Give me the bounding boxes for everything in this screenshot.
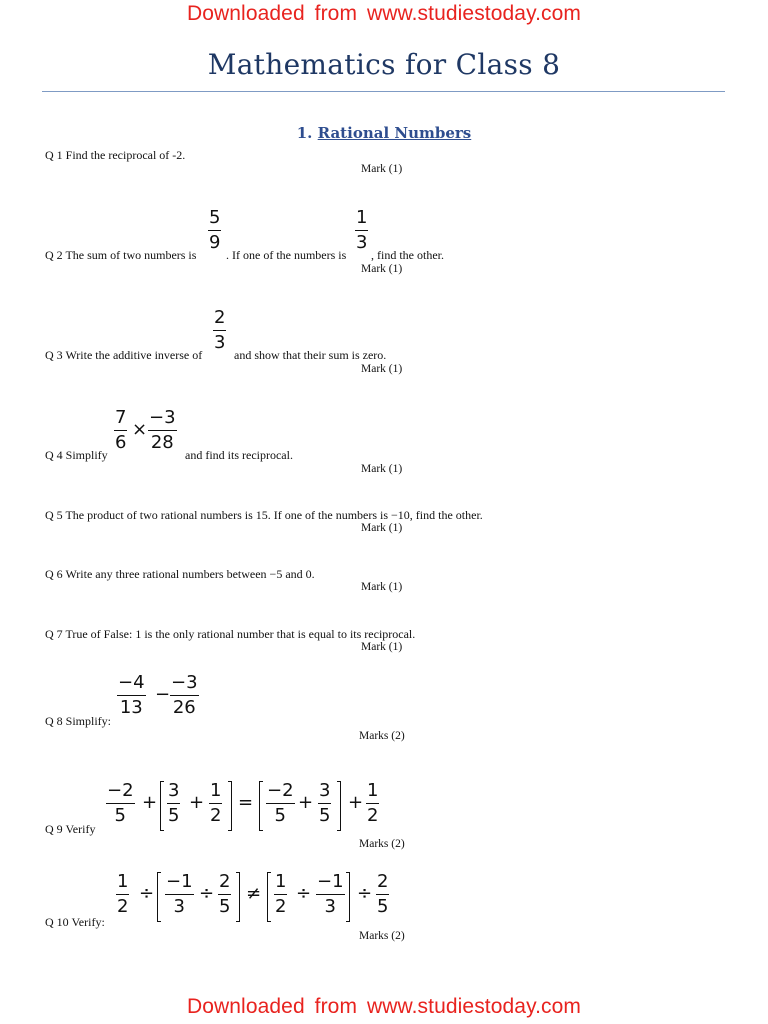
question-10-operator-4: ÷ (296, 883, 312, 904)
question-9-fraction-5: 3 5 (319, 780, 331, 826)
question-10-fraction-3: 2 5 (219, 871, 231, 917)
download-banner-bottom[interactable]: Downloaded from www.studiestoday.com (186, 995, 582, 1018)
question-10-bracket-close-1 (236, 872, 240, 922)
question-8-mark: Marks (2) (359, 730, 405, 742)
question-2-mark: Mark (1) (361, 263, 403, 275)
question-9-bracket-open-1 (160, 781, 164, 831)
question-10-fraction-1: 1 2 (117, 871, 129, 917)
chapter-title: Rational Numbers (317, 124, 472, 142)
question-2-text-pre: Q 2 The sum of two numbers is (45, 248, 197, 262)
question-10-bracket-open-1 (157, 872, 161, 922)
question-4-text-post: and find its reciprocal. (185, 448, 293, 462)
question-4-fraction-1: 7 6 (115, 407, 127, 453)
question-9-fraction-1: −2 5 (107, 780, 134, 826)
question-9-bracket-open-2 (259, 781, 263, 831)
question-9-operator-3: = (238, 792, 254, 813)
document-title: Mathematics for Class 8 (207, 48, 561, 81)
question-3-mark: Mark (1) (361, 363, 403, 375)
question-10-fraction-4: 1 2 (275, 871, 287, 917)
question-8-operator: − (155, 684, 171, 705)
question-2-fraction-known: 1 3 (356, 207, 368, 253)
question-1: Q 1 Find the reciprocal of -2. (45, 148, 186, 162)
question-2-text-post: , find the other. (371, 248, 444, 262)
question-3-text-pre: Q 3 Write the additive inverse of (45, 348, 203, 362)
question-9-fraction-6: 1 2 (367, 780, 379, 826)
question-8-fraction-1: −4 13 (118, 672, 145, 718)
question-10-bracket-close-2 (346, 872, 350, 922)
question-10-fraction-6: 2 5 (377, 871, 389, 917)
question-6: Q 6 Write any three rational numbers between −5 and 0. (45, 567, 315, 581)
question-8-fraction-2: −3 26 (171, 672, 198, 718)
question-9-operator-4: + (298, 792, 314, 813)
question-10-bracket-open-2 (267, 872, 271, 922)
question-8-text-pre: Q 8 Simplify: (45, 714, 112, 728)
question-9-bracket-close-2 (337, 781, 341, 831)
question-9-mark: Marks (2) (359, 838, 405, 850)
question-2-fraction-sum: 5 9 (209, 207, 221, 253)
question-10-text-pre: Q 10 Verify: (45, 915, 105, 929)
chapter-heading (0, 124, 768, 142)
question-7-mark: Mark (1) (361, 641, 403, 653)
question-10-fraction-5: −1 3 (317, 871, 344, 917)
question-6-mark: Mark (1) (361, 581, 403, 593)
question-10-operator-5: ÷ (357, 883, 373, 904)
download-banner-top[interactable]: Downloaded from www.studiestoday.com (186, 2, 582, 25)
question-9-fraction-2: 3 5 (168, 780, 180, 826)
question-10-fraction-2: −1 3 (166, 871, 193, 917)
question-9-text-pre: Q 9 Verify (45, 822, 96, 836)
question-10-mark: Marks (2) (359, 930, 405, 942)
title-divider (42, 91, 725, 92)
question-9-fraction-3: 1 2 (210, 780, 222, 826)
question-10-operator-3: ≠ (246, 883, 262, 904)
question-5-mark: Mark (1) (361, 522, 403, 534)
question-9-operator-5: + (348, 792, 364, 813)
question-4-operator: × (132, 419, 148, 440)
question-1-mark: Mark (1) (361, 163, 403, 175)
question-4-text-pre: Q 4 Simplify (45, 448, 108, 462)
question-3-fraction: 2 3 (214, 307, 226, 353)
question-9-fraction-4: −2 5 (267, 780, 294, 826)
question-7: Q 7 True of False: 1 is the only rational number that is equal to its reciprocal. (45, 627, 416, 641)
question-5: Q 5 The product of two rational numbers is 15. If one of the numbers is −10, find the other. (45, 508, 483, 522)
question-4-mark: Mark (1) (361, 463, 403, 475)
question-4-fraction-2: −3 28 (149, 407, 176, 453)
question-9-bracket-close-1 (228, 781, 232, 831)
question-3-text-post: and show that their sum is zero. (234, 348, 387, 362)
question-10-operator-1: ÷ (139, 883, 155, 904)
question-2-text-mid: . If one of the numbers is (226, 248, 347, 262)
chapter-number: 1. (296, 124, 313, 142)
question-10-operator-2: ÷ (199, 883, 215, 904)
question-9-operator-1: + (142, 792, 158, 813)
question-9-operator-2: + (189, 792, 205, 813)
